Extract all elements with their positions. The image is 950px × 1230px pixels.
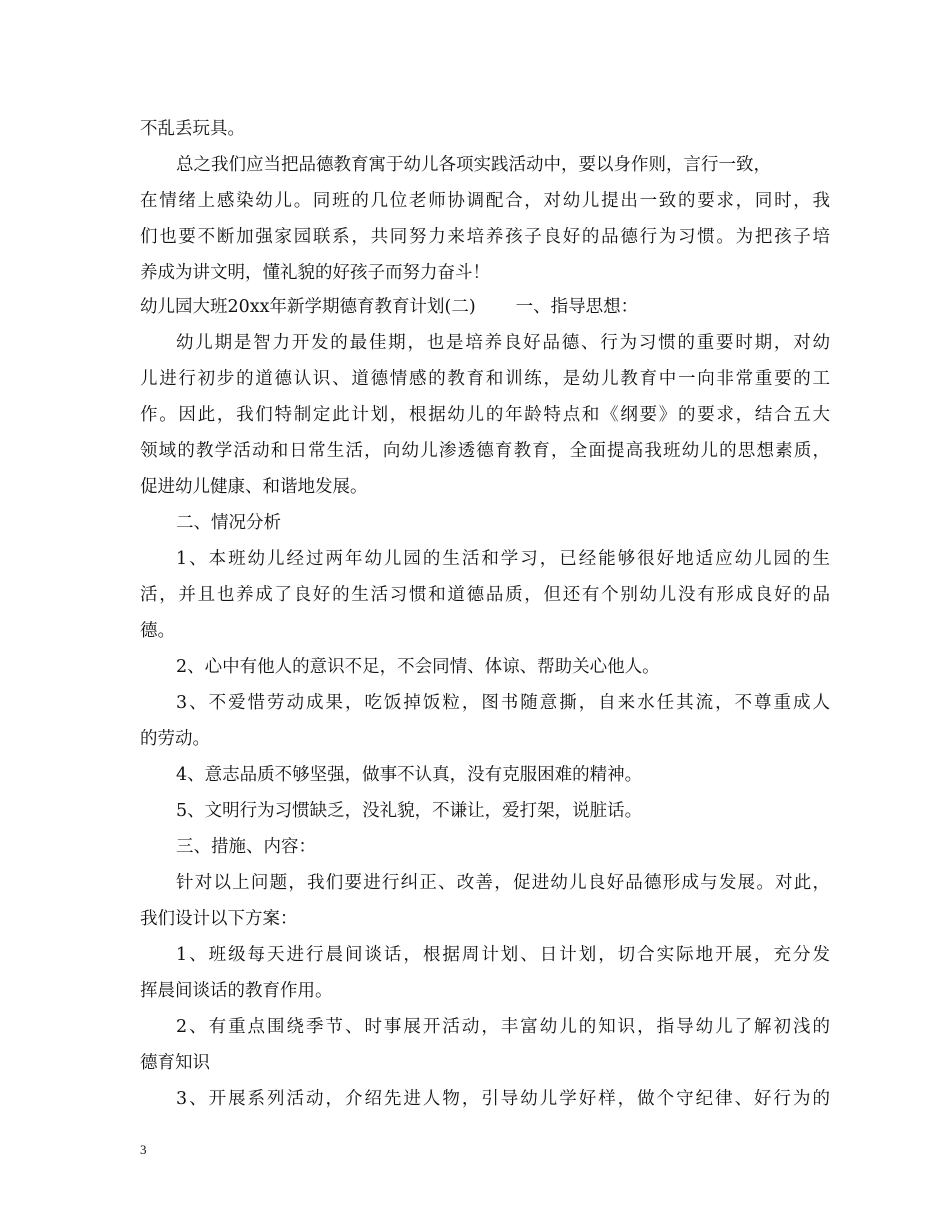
text-line: 不乱丢玩具。 [140, 119, 245, 139]
text-line: 活，并且也养成了良好的生活习惯和道德品质，但还有个别幼儿没有形成良好的品 [140, 585, 830, 605]
text-line: 儿进行初步的道德认识、道德情感的教育和训练，是幼儿教育中一向非常重要的工 [140, 369, 830, 389]
text-line: 德育知识 [140, 1053, 210, 1073]
page-number: 3 [140, 1142, 147, 1157]
text-line: 领域的教学活动和日常生活，向幼儿渗透德育教育，全面提高我班幼儿的思想素质， [140, 441, 830, 461]
text-line: 3、不爱惜劳动成果，吃饭掉饭粒，图书随意撕，自来水任其流，不尊重成人 [176, 693, 830, 713]
document-title-line [140, 296, 830, 318]
text-line: 针对以上问题，我们要进行纠正、改善，促进幼儿良好品德形成与发展。对此， [176, 873, 830, 893]
text-line: 3、开展系列活动，介绍先进人物，引导幼儿学好样，做个守纪律、好行为的 [176, 1089, 830, 1109]
text-line: 5、文明行为习惯缺乏，没礼貌，不谦让，爱打架，说脏话。 [176, 801, 643, 821]
text-line: 1、班级每天进行晨间谈话，根据周计划、日计划，切合实际地开展，充分发 [176, 945, 830, 965]
section-heading: 一、指导思想： [515, 297, 639, 317]
text-line: 挥晨间谈话的教育作用。 [140, 981, 333, 1001]
text-line: 作。因此，我们特制定此计划，根据幼儿的年龄特点和《纲要》的要求，结合五大 [140, 405, 830, 425]
text-line: 们也要不断加强家园联系，共同努力来培养孩子良好的品德行为习惯。为把孩子培 [140, 227, 830, 247]
section-heading: 三、措施、内容： [176, 837, 316, 857]
text-line: 我们设计以下方案： [140, 909, 298, 929]
text-line: 1、本班幼儿经过两年幼儿园的生活和学习，已经能够很好地适应幼儿园的生 [176, 549, 830, 569]
text-line: 促进幼儿健康、和谐地发展。 [140, 477, 368, 497]
text-line: 的劳动。 [140, 729, 210, 749]
text-line: 2、心中有他人的意识不足，不会同情、体谅、帮助关心他人。 [176, 657, 660, 677]
text-line: 4、意志品质不够坚强，做事不认真，没有克服困难的精神。 [176, 765, 643, 785]
section-heading: 二、情况分析 [176, 513, 281, 533]
text-line: 德。 [140, 621, 175, 641]
text-line: 幼儿期是智力开发的最佳期，也是培养良好品德、行为习惯的重要时期，对幼 [176, 333, 830, 353]
document-title: 幼儿园大班20xx年新学期德育教育计划(二) [140, 297, 476, 317]
text-line: 养成为讲文明，懂礼貌的好孩子而努力奋斗！ [140, 263, 490, 283]
text-line: 2、有重点围绕季节、时事展开活动，丰富幼儿的知识，指导幼儿了解初浅的 [176, 1017, 830, 1037]
text-line: 在情绪上感染幼儿。同班的几位老师协调配合，对幼儿提出一致的要求，同时，我 [140, 191, 830, 211]
text-line: 总之我们应当把品德教育寓于幼儿各项实践活动中，要以身作则，言行一致， [176, 155, 771, 175]
